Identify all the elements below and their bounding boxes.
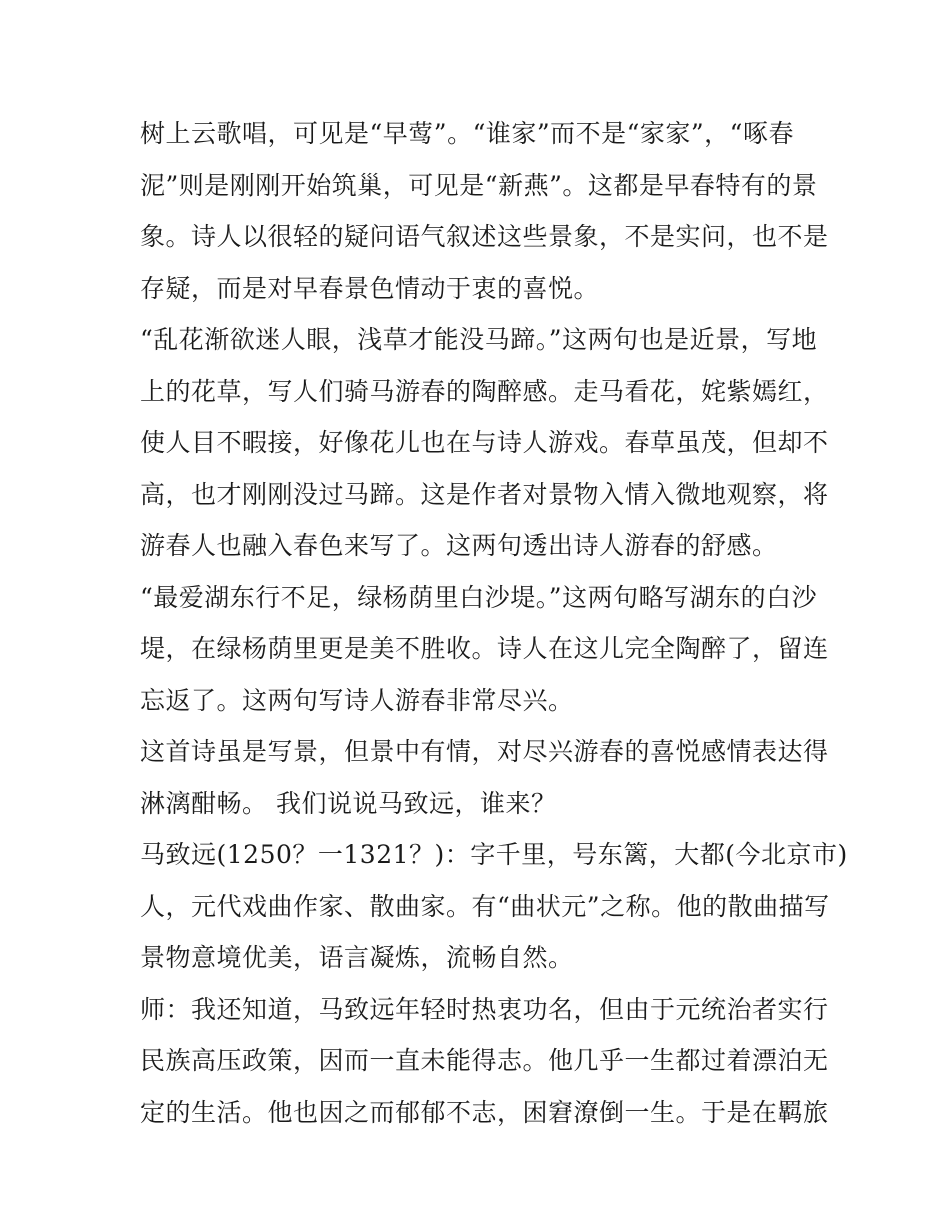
- document-body: [140, 108, 848, 1138]
- text-line: “最爱湖东行不足，绿杨荫里白沙堤。”这两句略写湖东的白沙: [140, 582, 818, 612]
- text-line: 民族高压政策，因而一直未能得志。他几乎一生都过着漂泊无: [140, 1046, 829, 1075]
- text-line: 定的生活。他也因之而郁郁不志，困窘潦倒一生。于是在羁旅: [140, 1097, 829, 1127]
- text-line: 景物意境优美，语言凝炼，流畅自然。: [140, 943, 574, 972]
- text-line: “乱花渐欲迷人眼，浅草才能没马蹄。”这两句也是近景，写地: [140, 325, 818, 354]
- text-line: 人，元代戏曲作家、散曲家。有“曲状元”之称。他的散曲描写: [140, 891, 830, 921]
- text-line: 泥”则是刚刚开始筑巢，可见是“新燕”。这都是早春特有的景: [140, 170, 818, 200]
- text-line: 存疑，而是对早春景色情动于衷的喜悦。: [140, 273, 600, 303]
- text-line: 师：我还知道，马致远年轻时热衷功名，但由于元统治者实行: [140, 994, 829, 1024]
- text-line: 淋漓酣畅。 我们说说马致远，谁来？: [140, 788, 557, 818]
- text-line: 象。诗人以很轻的疑问语气叙述这些景象，不是实问，也不是: [140, 222, 829, 251]
- text-line: 堤，在绿杨荫里更是美不胜收。诗人在这儿完全陶醉了，留连: [140, 634, 829, 663]
- text-line: 马致远(1250？一1321？)：字千里，号东篱，大都(今北京市): [140, 840, 848, 869]
- text-line: 这首诗虽是写景，但景中有情，对尽兴游春的喜悦感情表达得: [140, 737, 829, 766]
- text-line: 忘返了。这两句写诗人游春非常尽兴。: [140, 685, 574, 715]
- text-line: 游春人也融入春色来写了。这两句透出诗人游春的舒感。: [140, 531, 778, 560]
- text-line: 树上云歌唱，可见是“早莺”。“谁家”而不是“家家”，“啄春: [140, 119, 794, 148]
- text-line: 上的花草，写人们骑马游春的陶醉感。走马看花，姹紫嫣红，: [140, 376, 829, 406]
- text-line: 高，也才刚刚没过马蹄。这是作者对景物入情入微地观察，将: [140, 479, 829, 509]
- text-line: 使人目不暇接，好像花儿也在与诗人游戏。春草虽茂，但却不: [140, 428, 829, 457]
